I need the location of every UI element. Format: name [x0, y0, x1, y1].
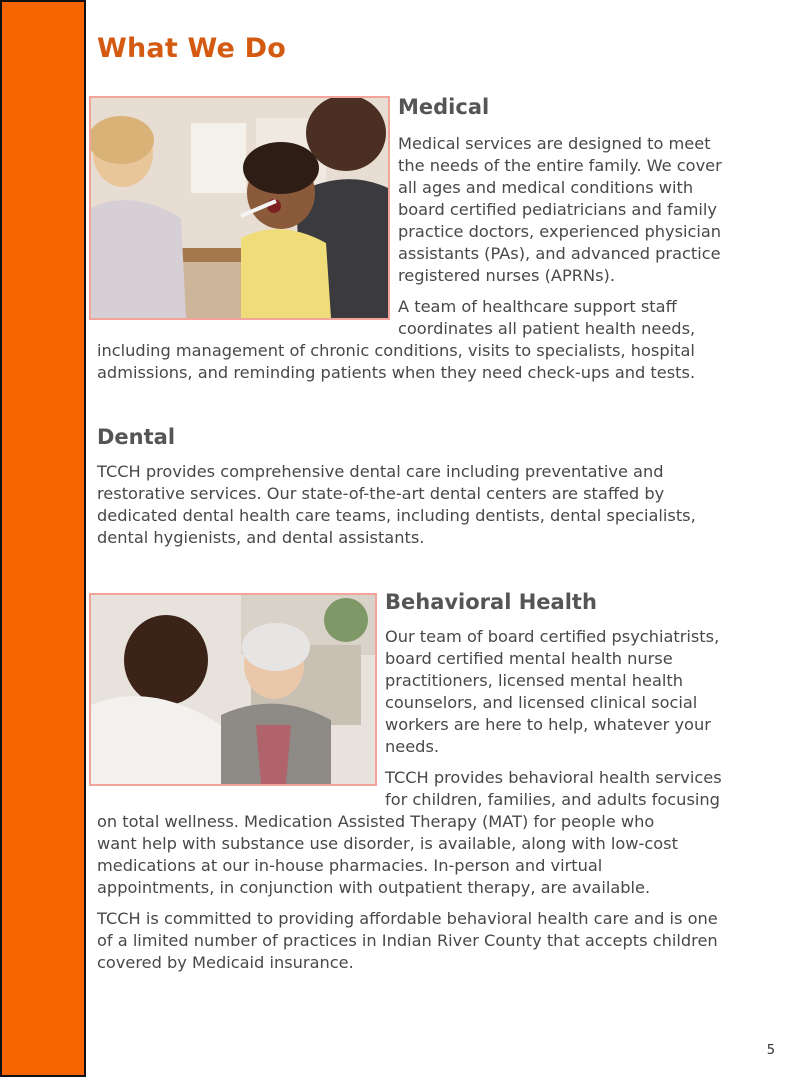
behavioral-heading: Behavioral Health	[385, 590, 597, 614]
text-line: appointments, in conjunction with outpatient therapy, are available.	[97, 878, 651, 897]
text-line: dedicated dental health care teams, including dentists, dental specialists,	[97, 506, 696, 525]
medical-paragraph-1	[398, 133, 768, 287]
text-line: practice doctors, experienced physician	[398, 222, 722, 241]
text-line: Medical services are designed to meet	[398, 134, 711, 153]
behavioral-paragraph-1	[385, 626, 770, 758]
text-line: A team of healthcare support staff	[398, 297, 677, 316]
text-line: Our team of board certified psychiatrists,	[385, 627, 720, 646]
text-line: want help with substance use disorder, is available, along with low-cost	[97, 834, 678, 853]
medical-photo	[89, 96, 390, 320]
medical-photo-illustration	[91, 98, 388, 318]
text-line: needs.	[385, 737, 440, 756]
page-number: 5	[766, 1043, 775, 1058]
text-line: TCCH is committed to providing affordable behavioral health care and is one	[97, 909, 718, 928]
text-line: counselors, and licensed clinical social	[385, 693, 698, 712]
text-line: medications at our in-house pharmacies. In-person and virtual	[97, 856, 603, 875]
behavioral-paragraph-2	[97, 767, 777, 899]
text-line: assistants (PAs), and advanced practice	[398, 244, 721, 263]
medical-heading: Medical	[398, 95, 490, 119]
text-line: admissions, and reminding patients when they need check-ups and tests.	[97, 363, 696, 382]
text-line: TCCH provides behavioral health services	[385, 768, 722, 787]
text-line: for children, families, and adults focusing	[385, 790, 720, 809]
text-line: restorative services. Our state-of-the-art dental centers are staffed by	[97, 484, 665, 503]
page-title: What We Do	[97, 33, 287, 64]
text-line: board certified pediatricians and family	[398, 200, 717, 219]
text-line: board certified mental health nurse	[385, 649, 673, 668]
text-line: dental hygienists, and dental assistants.	[97, 528, 425, 547]
text-line: covered by Medicaid insurance.	[97, 953, 354, 972]
text-line: workers are here to help, whatever your	[385, 715, 711, 734]
text-line: of a limited number of practices in Indian River County that accepts children	[97, 931, 718, 950]
text-line: practitioners, licensed mental health	[385, 671, 684, 690]
text-line: including management of chronic conditions, visits to specialists, hospital	[97, 341, 695, 360]
text-line: the needs of the entire family. We cover	[398, 156, 722, 175]
behavioral-paragraph-3	[97, 908, 787, 974]
orange-sidebar	[0, 0, 86, 1077]
text-line: all ages and medical conditions with	[398, 178, 694, 197]
behavioral-photo-illustration	[91, 595, 375, 784]
text-line: coordinates all patient health needs,	[398, 319, 696, 338]
text-line: on total wellness. Medication Assisted Therapy (MAT) for people who	[97, 812, 655, 831]
text-line: TCCH provides comprehensive dental care including preventative and	[97, 462, 664, 481]
behavioral-photo	[89, 593, 377, 786]
dental-paragraph-1	[97, 461, 777, 549]
text-line: registered nurses (APRNs).	[398, 266, 615, 285]
dental-heading: Dental	[97, 425, 176, 449]
medical-paragraph-2	[97, 296, 777, 384]
